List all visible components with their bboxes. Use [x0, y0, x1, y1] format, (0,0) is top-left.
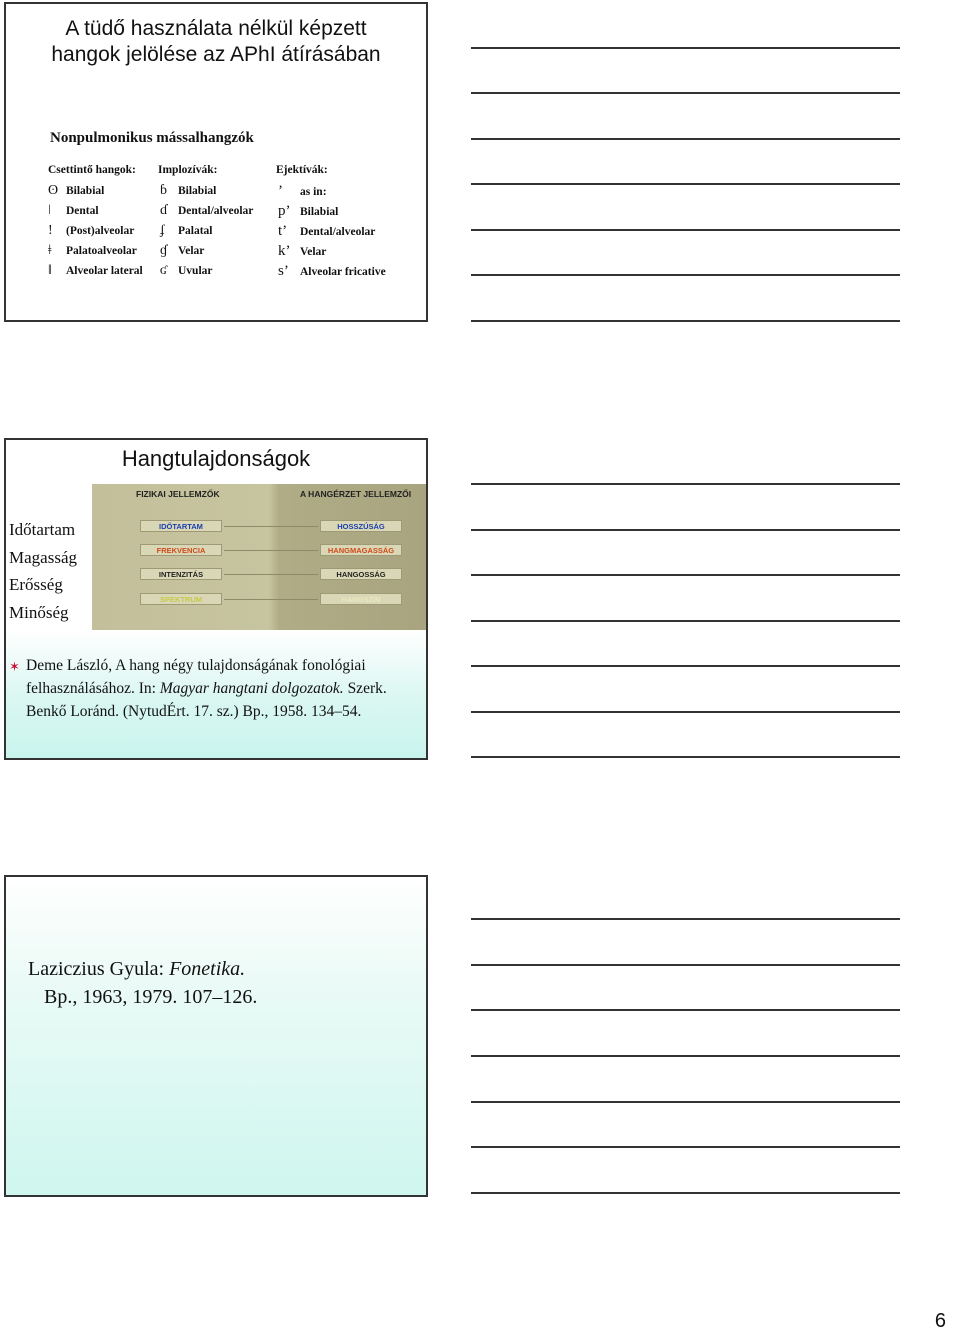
slide-1 [4, 2, 428, 322]
note-line [471, 918, 900, 920]
note-line [471, 47, 900, 49]
ejective-row [278, 262, 386, 280]
ipa-label: Alveolar lateral [66, 265, 143, 277]
ejective-row [278, 242, 326, 260]
reference-text: Szerk. Benkő Loránd. (NytudÉrt. 17. sz.) Bp., 1958. 134–54. [26, 680, 387, 720]
implosive-row [160, 222, 213, 240]
ipa-label: Dental/alveolar [178, 205, 254, 217]
ipa-symbol: ǂ [48, 243, 52, 258]
click-row [48, 182, 104, 200]
property-label: Magasság [9, 547, 77, 567]
note-line [471, 1146, 900, 1148]
slide-1-title [6, 16, 426, 68]
diagram-physical-box: INTENZITÁS [140, 568, 222, 580]
click-row [48, 202, 99, 220]
click-row [48, 262, 143, 280]
diagram-connector [224, 574, 318, 575]
note-line [471, 711, 900, 713]
reference-text: Laziczius Gyula: [28, 958, 170, 980]
ipa-symbol: t’ [278, 223, 288, 239]
ipa-label: Dental/alveolar [300, 226, 376, 238]
implosive-row [160, 262, 213, 280]
slide-3 [4, 875, 428, 1197]
note-line [471, 1101, 900, 1103]
ipa-symbol: ǁ [48, 263, 52, 278]
ipa-symbol: k’ [278, 243, 291, 259]
ipa-label: Bilabial [300, 206, 339, 218]
ejective-row [278, 182, 327, 200]
diagram-perceptual-box: HANGSZÍN [320, 593, 402, 605]
note-line [471, 1192, 900, 1194]
diagram-connector [224, 550, 318, 551]
implosive-row [160, 242, 204, 260]
ipa-symbol: ʛ [160, 263, 167, 278]
click-row [48, 242, 137, 260]
slide-1-subtitle: Nonpulmonikus mássalhangzók [50, 130, 254, 146]
note-line [471, 964, 900, 966]
title-line-2: hangok jelölése az APhI átírásában [51, 43, 381, 66]
ipa-symbol: ʄ [160, 223, 165, 238]
note-line [471, 620, 900, 622]
note-line [471, 756, 900, 758]
ipa-label: Bilabial [178, 185, 217, 197]
ejectives-heading: Ejektívák: [276, 164, 328, 176]
diagram-connector [224, 526, 318, 527]
reference-line: Bp., 1963, 1979. 107–126. [44, 986, 258, 1008]
slide-2-title: Hangtulajdonságok [121, 446, 311, 471]
diagram-left-heading: FIZIKAI JELLEMZŐK [136, 489, 220, 499]
note-line [471, 92, 900, 94]
diagram-connector [224, 599, 318, 600]
ipa-symbol: ʘ [48, 183, 59, 198]
note-line [471, 138, 900, 140]
property-label: Időtartam [9, 520, 76, 539]
ipa-label: Uvular [178, 265, 213, 277]
note-line [471, 529, 900, 531]
star-bullet-icon: ✶ [9, 659, 20, 674]
page-number: 6 [934, 1310, 946, 1332]
bibliographic-reference [9, 654, 422, 723]
note-line [471, 665, 900, 667]
reference-text: Deme László, A hang négy tulajdonságának fonológiai felhasználásához. In: [26, 657, 366, 697]
note-line [471, 483, 900, 485]
properties-diagram [92, 484, 428, 630]
ipa-label: as in: [300, 186, 327, 198]
diagram-right-heading: A HANGÉRZET JELLEMZŐI [300, 489, 412, 499]
diagram-perceptual-box: HANGMAGASSÁG [320, 544, 402, 556]
note-line [471, 320, 900, 322]
diagram-physical-box: IDŐTARTAM [140, 520, 222, 532]
clicks-heading: Csettintő hangok: [48, 164, 136, 176]
property-label: Erősség [9, 575, 63, 594]
ipa-label: Velar [178, 245, 205, 257]
slide-2 [4, 438, 428, 760]
diagram-perceptual-box: HOSSZÚSÁG [320, 520, 402, 532]
diagram-perceptual-box: HANGOSSÁG [320, 568, 402, 580]
ipa-label: Palatal [178, 225, 213, 237]
implosive-row [160, 182, 216, 200]
ipa-symbol: ɠ [160, 243, 167, 258]
implosive-row [160, 202, 253, 220]
slide-3-reference [28, 955, 257, 1011]
ipa-label: Bilabial [66, 185, 105, 197]
diagram-physical-box: SPEKTRUM [140, 593, 222, 605]
reference-italic: Fonetika. [169, 958, 246, 980]
ipa-label: Palatoalveolar [66, 245, 137, 257]
note-line [471, 274, 900, 276]
ipa-symbol: ɗ [160, 203, 167, 218]
reference-italic: Magyar hangtani dolgozatok. [159, 680, 344, 697]
ipa-symbol: p’ [278, 203, 291, 219]
click-row [48, 222, 134, 240]
note-line [471, 574, 900, 576]
reference-line [28, 955, 257, 983]
ipa-symbol: ’ [278, 183, 283, 199]
ejective-row [278, 202, 338, 220]
ipa-symbol: ǀ [48, 203, 51, 218]
ipa-symbol: ! [48, 223, 53, 238]
note-line [471, 1055, 900, 1057]
property-label: Minőség [9, 602, 69, 622]
ipa-label: Alveolar fricative [300, 266, 386, 278]
ipa-label: (Post)alveolar [66, 225, 135, 237]
ipa-symbol: ɓ [160, 183, 167, 198]
ipa-label: Dental [66, 205, 99, 217]
note-line [471, 229, 900, 231]
property-labels [9, 516, 77, 626]
note-line [471, 1009, 900, 1011]
ipa-label: Velar [300, 246, 327, 258]
note-line [471, 183, 900, 185]
diagram-physical-box: FREKVENCIA [140, 544, 222, 556]
ipa-symbol: s’ [278, 263, 289, 279]
implosives-heading: Implozívák: [158, 164, 218, 176]
title-line-1: A tüdő használata nélkül képzett [65, 17, 367, 40]
ejective-row [278, 222, 375, 240]
